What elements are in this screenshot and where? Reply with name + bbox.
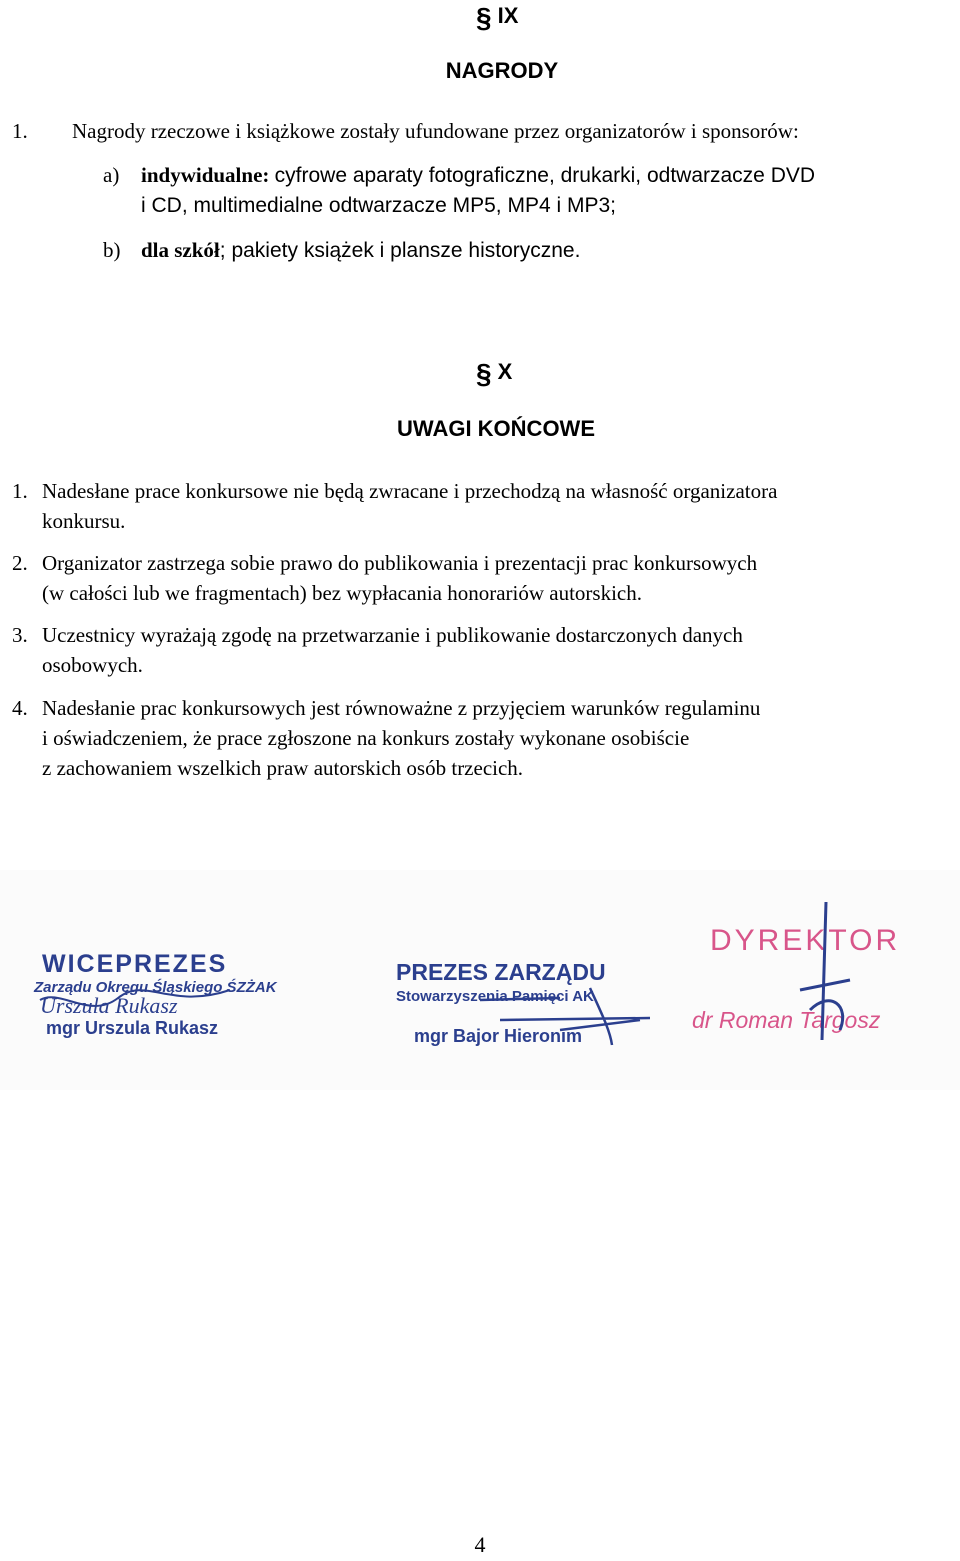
list-item-text: Uczestnicy wyrażają zgodę na przetwarzanie i publikowanie dostarczonych danych <box>42 623 743 647</box>
list-item-text: Nadesłane prace konkursowe nie będą zwracane i przechodzą na własność organizatora <box>42 479 778 503</box>
stamp-center-name: mgr Bajor Hieronim <box>414 1026 583 1046</box>
list-item-number: 3. <box>12 623 28 647</box>
list-item-text: Nadesłanie prac konkursowych jest równoważne z przyjęciem warunków regulaminu <box>42 696 761 720</box>
section-number: IX <box>497 3 519 28</box>
sublist-bold-term: indywidualne: <box>141 163 270 187</box>
stamp-right-name: dr Roman Targosz <box>692 1007 881 1033</box>
list-item-text: Organizator zastrzega sobie prawo do publikowania i prezentacji prac konkursowych <box>42 551 758 575</box>
section-ix-title: NAGRODY <box>445 58 559 83</box>
sublist-text: ; pakiety książek i plansze historyczne. <box>219 239 581 262</box>
list-item-text: konkursu. <box>42 509 126 533</box>
stamp-left-signature: Urszula Rukasz <box>40 993 178 1018</box>
list-item-number: 2. <box>12 551 28 575</box>
stamp-left-org: Zarządu Okręgu Śląskiego ŚZŻAK <box>34 979 277 996</box>
list-item-number: 4. <box>12 696 28 720</box>
section-mark: § <box>476 358 492 389</box>
list-item-text: z zachowaniem wszelkich praw autorskich osób trzecich. <box>42 756 524 780</box>
section-mark: § <box>476 2 492 33</box>
signature-stamps <box>0 870 960 1090</box>
sublist-item-a <box>141 160 815 191</box>
sublist-label: a) <box>103 163 120 187</box>
sublist-label: b) <box>103 238 121 262</box>
list-item-number: 1. <box>12 119 28 143</box>
section-x-title: UWAGI KOŃCOWE <box>397 416 595 441</box>
sublist-text: cyfrowe aparaty fotograficzne, drukarki, odtwarzacze DVD <box>274 164 816 187</box>
section-x-number <box>476 354 513 389</box>
stamp-right-title: DYREKTOR <box>710 924 901 957</box>
sublist-bold-term: dla szkół <box>141 238 220 262</box>
sublist-item-b <box>141 235 580 266</box>
stamp-left-title: WICEPREZES <box>42 950 228 978</box>
list-item-text: i oświadczeniem, że prace zgłoszone na konkurs zostały wykonane osobiście <box>42 726 690 750</box>
section-ix-number <box>476 0 519 33</box>
list-item-number: 1. <box>12 479 28 503</box>
page-number: 4 <box>474 1532 486 1557</box>
stamp-center-org: Stowarzyszenia Pamięci AK <box>396 988 594 1005</box>
sublist-item-a-cont: i CD, multimedialne odtwarzacze MP5, MP4 i MP3; <box>141 194 616 217</box>
list-item-text: Nagrody rzeczowe i książkowe zostały ufundowane przez organizatorów i sponsorów: <box>72 119 799 143</box>
stamp-left-name: mgr Urszula Rukasz <box>46 1018 219 1038</box>
section-number: X <box>497 359 513 384</box>
list-item-text: osobowych. <box>42 653 143 677</box>
list-item-text: (w całości lub we fragmentach) bez wypłacania honorariów autorskich. <box>42 581 643 605</box>
stamp-center-title: PREZES ZARZĄDU <box>396 959 606 985</box>
